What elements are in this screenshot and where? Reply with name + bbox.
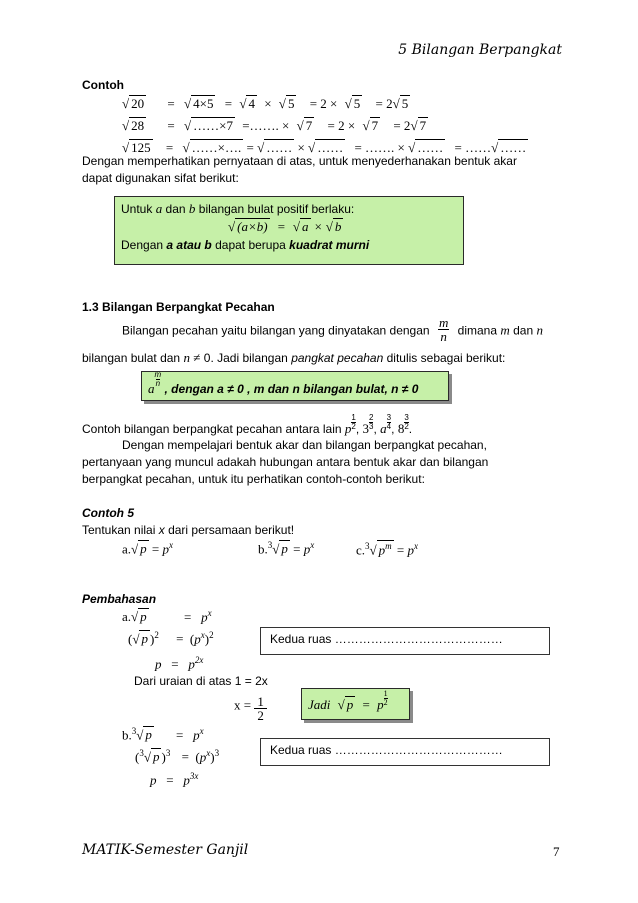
property-formula: √ (a×b) = √ a × √ b (228, 219, 342, 234)
section-p1: Bilangan pecahan yaitu bilangan yang dinyatakan dengan $\frac{m}{n}$ dimana m dan n (122, 315, 543, 344)
contoh-row-1: √ 20 = √ 4×5 = √ 4 × √ 5 = 2 × √ 5 = 2√ 5 (122, 96, 409, 111)
property-line-1: Untuk a dan b bilangan bulat positif berlaku: (121, 201, 355, 216)
fraction-m-over-n: $\frac{m}{n}$ (438, 315, 449, 344)
running-header: 5 Bilangan Berpangkat (398, 42, 562, 58)
section-p2: bilangan bulat dan n ≠ 0. Jadi bilangan pangkat pecahan ditulis sebagai berikut: (82, 350, 506, 365)
contoh-intro-line-1: Dengan memperhatikan pernyataan di atas, untuk menyederhanakan bentuk akar (82, 154, 517, 168)
pemb-a-line-1-rhs: = $p^x$ (184, 608, 212, 625)
page-number: 7 (553, 844, 560, 859)
contoh-row-3: √ 125 = √ ……×…. = √ …… × √ …… = ……. × √ …… = ……√ …… (122, 140, 527, 155)
definition-content: a $\frac{m}{n}$ , dengan a ≠ 0 , m dan n bilangan bulat, n ≠ 0 (148, 370, 419, 396)
property-line-3: Dengan a atau b dapat berupa kuadrat murni (121, 238, 370, 252)
fractional-examples: Contoh bilangan berpangkat pecahan antara lain p $\frac{1}{2}$ , 3 $\frac{2}{3}$ , a $\frac{3}{4}$ , 8 $\frac{3}{2}$ . (82, 413, 413, 436)
contoh5-heading: Contoh 5 (82, 506, 134, 520)
contoh5-item-a: a.√ $p = p^x$ (122, 540, 174, 557)
contoh5-item-c: c.$^3$√ $p^m = p^x$ (356, 541, 419, 558)
paragraph2-line-2: pertanyaan yang muncul adakah hubungan antara bentuk akar dan bilangan (82, 455, 489, 469)
paragraph2-line-3: berpangkat pecahan, untuk itu perhatikan contoh-contoh berikut: (82, 472, 425, 486)
kedua-ruas-a: Kedua ruas …………………………………… (270, 632, 503, 646)
footer-title: MATIK-Semester Ganjil (82, 842, 249, 858)
section-title: 1.3 Bilangan Berpangkat Pecahan (82, 300, 275, 314)
pemb-a-line-3: p = $p^{2x}$ (155, 655, 204, 672)
x-equals-half: x = $\frac{1}{2}$ (234, 693, 267, 720)
pemb-b-line-1: b.$^3$√ p (122, 726, 152, 743)
pemb-b-line-1-rhs: = $p^x$ (176, 726, 204, 743)
contoh-heading: Contoh (82, 78, 124, 92)
pemb-b-line-2: ($^3$√ p )$^3 = (p^x)^3$ (135, 748, 220, 765)
dari-uraian: Dari uraian di atas 1 = 2x (134, 674, 268, 688)
kedua-ruas-b: Kedua ruas …………………………………… (270, 743, 503, 757)
contoh-intro-line-2: dapat digunakan sifat berikut: (82, 171, 239, 185)
jadi-content: Jadi √ p = p $\frac{1}{2}$ (308, 688, 388, 712)
pembahasan-heading: Pembahasan (82, 592, 157, 606)
contoh5-task: Tentukan nilai x dari persamaan berikut! (82, 523, 295, 537)
pemb-a-line-2: (√ p )$^2 = (p^x)^2$ (128, 630, 214, 647)
paragraph2-line-1: Dengan mempelajari bentuk akar dan bilangan berpangkat pecahan, (122, 438, 487, 452)
contoh-row-2: √ 28 = √ ……×7 =……. × √ 7 = 2 × √ 7 = 2√ 7 (122, 118, 427, 133)
contoh5-item-b: b.$^3$√ $p = p^x$ (258, 540, 315, 557)
pemb-a-line-1: a.√ p (122, 609, 147, 624)
pemb-b-line-3: p = $p^{3x}$ (150, 771, 199, 788)
